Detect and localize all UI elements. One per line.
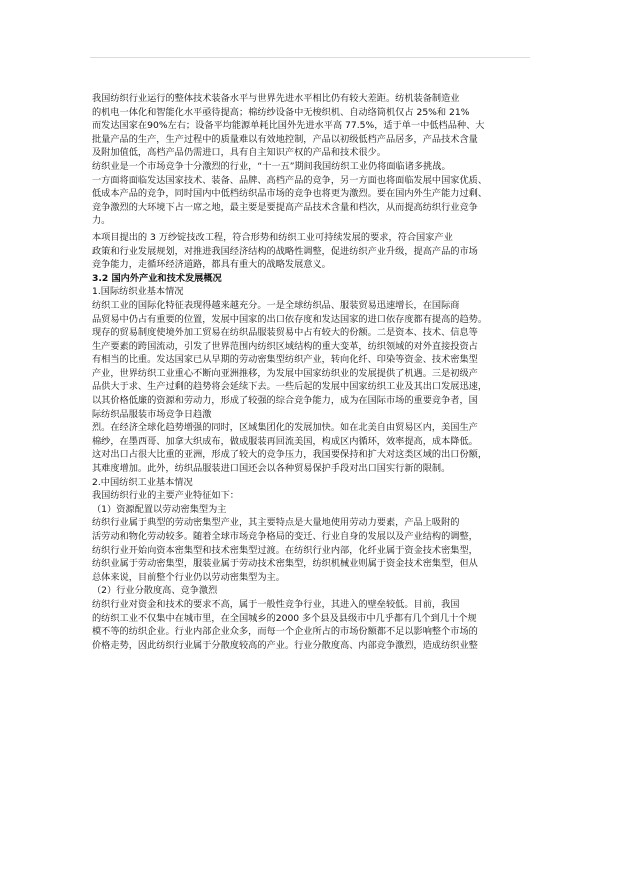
text-line: 这对出口占很大比重的亚洲，形成了较大的竞争压力，我国要保持和扩大对这类区域的出口份额， — [92, 449, 488, 461]
text-line: 活劳动和物化劳动较多。随着全球市场竞争格局的变迁、行业自身的发展以及产业结构的调整， — [92, 531, 478, 542]
text-line: 本项目提出的 3 万纱锭技改工程，符合形势和纺织工业可持续发展的要求，符合国家产业 — [92, 231, 453, 243]
text-line: 纺织工业的国际化特征表现得越来越充分。一是全球纺织品、服装贸易迅速增长，在国际商 — [92, 299, 460, 311]
text-line: 一方面将面临发达国家技术、装备、品牌、高档产品的竞争，另一方面也将面临发展中国家优质、 — [92, 174, 488, 186]
text-line: 纺织行业开始向资本密集型和技术密集型过渡。在纺织行业内部，化纤业属于资金技术密集型， — [92, 544, 478, 556]
text-line: 纺织行业对资金和技术的要求不高，属于一般性竞争行业，其进入的壁垒较低。目前，我国 — [92, 598, 460, 610]
text-line: 批量产品的生产，生产过程中的质量难以有效地控制，产品以初级低档产品居多，产品技术含量 — [92, 133, 478, 145]
text-line: 产业，世界纺织工业重心不断向亚洲推移，为发展中国家纺织业的发展提供了机遇。三是初级产 — [92, 367, 478, 379]
text-line: 价格走势，因此纺织行业属于分散度较高的产业。行业分散度高、内部竞争激烈，造成纺织业整 — [92, 639, 478, 651]
text-line: 而发达国家在90%左右；设备平均能源单耗比国外先进水平高 77.5%，适于单一中低档品种、大 — [92, 120, 485, 132]
text-line: 其难度增加。此外，纺织品服装进口国还会以各种贸易保护手段对出口国实行新的限制。 — [92, 463, 451, 475]
document-body — [92, 92, 530, 652]
text-line: 纺织业是一个市场竞争十分激烈的行业，“十一五”期间我国纺织工业仍将面临诸多挑战。 — [92, 160, 451, 172]
text-line: 现存的贸易制度使境外加工贸易在纺织品服装贸易中占有较大的份额。二是资本、技术、信息等 — [92, 327, 478, 339]
text-line: 纺织业属于劳动密集型，服装业属于劳动技术密集型，纺织机械业则属于资金技术密集型，但从 — [92, 558, 478, 570]
text-line: 2.中国纺织工业基本情况 — [92, 476, 193, 488]
text-line: 总体来说，目前整个行业仍以劳动密集型为主。 — [92, 571, 285, 583]
text-line: 低成本产品的竞争，同时国内中低档纺织品市场的竞争也将更为激烈。要在国内外生产能力过剩、 — [92, 188, 488, 200]
text-line: 1.国际纺织业基本情况 — [92, 286, 184, 298]
text-line: 竞争能力，走循环经济道路，都具有重大的战略发展意义。 — [92, 259, 331, 271]
text-line: 我国纺织行业的主要产业特征如下： — [92, 490, 239, 502]
text-line: 我国纺织行业运行的整体技术装备水平与世界先进水平相比仍有较大差距。纺机装备制造业 — [92, 93, 460, 104]
text-line: 际纺织品服装市场竞争日趋激 — [92, 408, 212, 420]
text-line: 竞争激烈的大环境下占一席之地，最主要是要提高产品技术含量和档次，从而提高纺织行业竞争 — [92, 201, 478, 213]
text-line: 及附加值低，高档产品仍需进口，具有自主知识产权的产品和技术很少。 — [92, 147, 386, 159]
text-line: 力。 — [92, 215, 111, 227]
text-line: 的机电一体化和智能化水平亟待提高；棉纺纱设备中无梭织机、自动络筒机仅占 25%和 21% — [92, 106, 470, 118]
text-line: 棉纱，在墨西哥、加拿大织成布，做成服装再回流美国，构成区内循环，效率提高，成本降低。 — [92, 435, 478, 447]
text-line: 品供大于求、生产过剩的趋势将会延续下去。一些后起的发展中国家纺织工业及其出口发展迅速， — [92, 381, 488, 393]
text-line: 有相当的比重。发达国家已从早期的劳动密集型纺织产业，转向化纤、印染等资金、技术密集型 — [92, 354, 478, 366]
text-line: （1）资源配置以劳动密集型为主 — [92, 503, 227, 515]
text-line: 的纺织工业不仅集中在城市里，在全国城乡的2000 多个县及县级市中几乎都有几个到几十个规 — [92, 612, 477, 624]
text-line: 纺织行业属于典型的劳动密集型产业，其主要特点是大量地使用劳动力要素，产品上吸附的 — [92, 517, 460, 529]
text-line: 品贸易中仍占有重要的位置，发展中国家的出口依存度和发达国家的进口依存度都有提高的趋势。 — [92, 313, 488, 325]
text-line: 以其价格低廉的资源和劳动力，形成了较强的综合竞争能力，成为在国际市场的重要竞争者，国 — [92, 395, 478, 407]
text-line: 生产要素的跨国流动，引发了世界范围内纺织区域结构的重大变革，纺织领域的对外直接投资占 — [92, 340, 478, 352]
text-line: 政策和行业发展规划，对推进我国经济结构的战略性调整，促进纺织产业升级，提高产品的市场 — [92, 245, 478, 257]
header-rule — [90, 57, 530, 58]
text-line: 烈。在经济全球化趋势增强的同时，区域集团化的发展加快。如在北美自由贸易区内，美国生产 — [92, 422, 478, 434]
text-line: 模不等的纺织企业。行业内部企业众多，而每一个企业所占的市场份额都不足以影响整个市场的 — [92, 626, 478, 638]
text-line: （2）行业分散度高、竞争激烈 — [92, 585, 218, 597]
section-heading: 3.2 国内外产业和技术发展概况 — [92, 272, 222, 284]
